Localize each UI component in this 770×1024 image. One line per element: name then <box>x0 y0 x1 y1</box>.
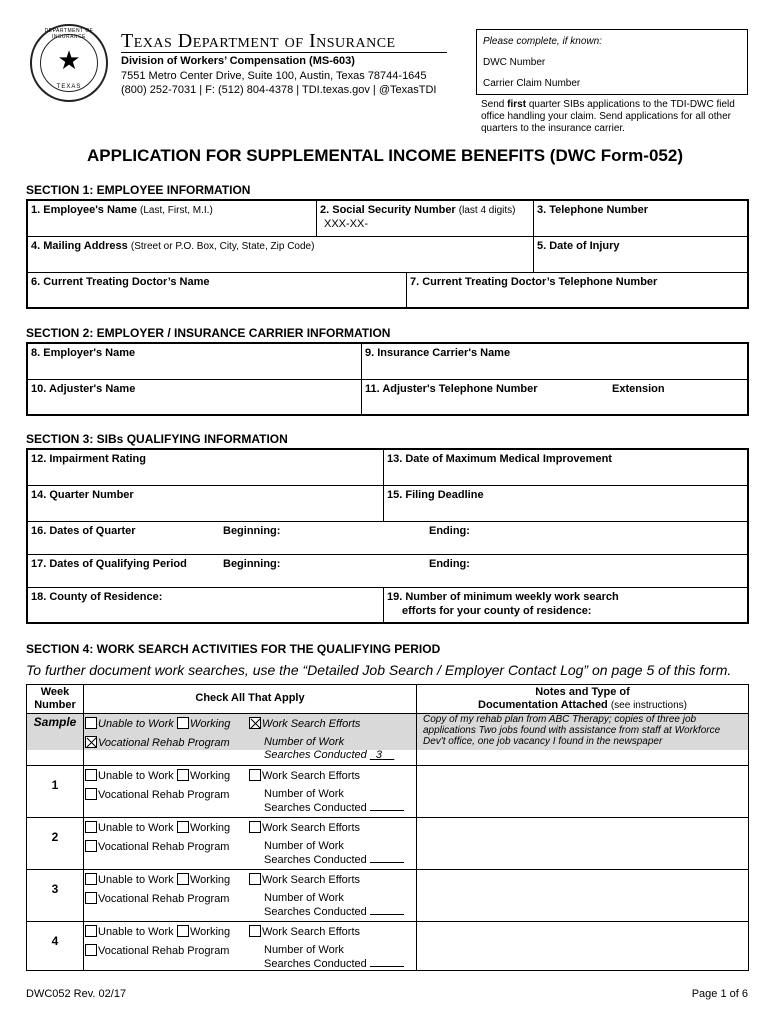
sample-unable-option <box>85 717 174 730</box>
quarter-beginning-field[interactable]: Beginning: <box>223 525 281 537</box>
employer-name-field[interactable]: 8. Employer's Name <box>31 347 136 359</box>
checked-box-icon <box>249 717 261 729</box>
checkbox-icon <box>85 821 97 833</box>
sample-searches: Searches Conducted <box>264 749 367 761</box>
searches-label: Searches Conducted <box>264 906 367 918</box>
agency-name: Texas Department of Insurance <box>121 30 396 52</box>
num-work-label: Number of Work <box>264 944 344 956</box>
work-search-checkbox[interactable] <box>249 769 360 782</box>
searches-count-field[interactable] <box>264 788 404 815</box>
impairment-rating-field[interactable]: 12. Impairment Rating <box>31 453 146 465</box>
searches-count-field[interactable] <box>264 944 404 971</box>
known-info-box <box>476 29 748 95</box>
tdi-seal <box>30 24 108 102</box>
checkbox-icon <box>177 717 189 729</box>
section2-grid <box>26 342 749 416</box>
f2-label: 2. Social Security Number <box>320 204 456 216</box>
quarter-ending-field[interactable]: Ending: <box>429 525 470 537</box>
unable-to-work-checkbox[interactable] <box>85 769 174 782</box>
send-note-post: quarter SIBs applications to the TDI-DWC field office handling your claim. Send applications for all other quarters to the insurance carrier. <box>481 99 735 134</box>
sample-count-block <box>264 736 394 762</box>
checkbox-icon <box>177 821 189 833</box>
dwc-number-field[interactable]: DWC Number <box>483 57 546 68</box>
col-week-2: Number <box>34 699 76 711</box>
checkbox-icon <box>249 873 261 885</box>
voc-label: Vocational Rehab Program <box>98 945 230 957</box>
doctor-name-field[interactable]: 6. Current Treating Doctor’s Name <box>31 276 210 288</box>
qualifying-period-label: 17. Dates of Qualifying Period <box>31 558 187 570</box>
searches-label: Searches Conducted <box>264 958 367 970</box>
telephone-field[interactable]: 3. Telephone Number <box>537 204 649 216</box>
adjuster-phone-field[interactable]: 11. Adjuster's Telephone Number <box>365 383 538 395</box>
mailing-address-field[interactable] <box>28 238 317 254</box>
checkbox-icon <box>85 873 97 885</box>
working-label: Working <box>190 770 231 782</box>
min-weekly-searches-label-2: efforts for your county of residence: <box>402 605 592 617</box>
dates-of-quarter-label: 16. Dates of Quarter <box>31 525 136 537</box>
checkbox-icon <box>85 892 97 904</box>
f2-hint: (last 4 digits) <box>458 205 516 216</box>
voc-rehab-checkbox[interactable] <box>85 840 229 853</box>
checkbox-icon <box>85 717 97 729</box>
voc-label: Vocational Rehab Program <box>98 893 230 905</box>
voc-rehab-checkbox[interactable] <box>85 892 229 905</box>
date-of-injury-field[interactable]: 5. Date of Injury <box>537 240 620 252</box>
unable-label: Unable to Work <box>98 770 174 782</box>
f1-hint: (Last, First, M.I.) <box>140 205 213 216</box>
ssn-value: XXX-XX- <box>324 218 369 230</box>
employee-name-field[interactable] <box>28 202 216 218</box>
col-check-header: Check All That Apply <box>195 692 305 704</box>
sample-num-work: Number of Work <box>264 736 345 748</box>
form-revision: DWC052 Rev. 02/17 <box>26 988 127 1000</box>
period-beginning-field[interactable]: Beginning: <box>223 558 281 570</box>
adjuster-name-field[interactable]: 10. Adjuster's Name <box>31 383 136 395</box>
unable-to-work-checkbox[interactable] <box>85 821 174 834</box>
checkbox-icon <box>249 925 261 937</box>
checkbox-icon <box>249 821 261 833</box>
num-work-label: Number of Work <box>264 788 344 800</box>
sample-voc-option <box>85 736 230 749</box>
section1-title: SECTION 1: EMPLOYEE INFORMATION <box>26 183 251 197</box>
page-number: Page 1 of 6 <box>691 988 748 1000</box>
working-checkbox[interactable] <box>177 821 230 834</box>
work-search-table <box>26 684 749 971</box>
wse-label: Work Search Efforts <box>262 770 361 782</box>
filing-deadline-field[interactable]: 15. Filing Deadline <box>387 489 484 501</box>
checkbox-icon <box>85 925 97 937</box>
checkbox-icon <box>177 925 189 937</box>
working-checkbox[interactable] <box>177 769 230 782</box>
work-search-checkbox[interactable] <box>249 925 360 938</box>
unable-to-work-checkbox[interactable] <box>85 873 174 886</box>
sample-label: Sample <box>33 715 77 729</box>
county-field[interactable]: 18. County of Residence: <box>31 591 163 603</box>
star-icon: ★ <box>57 46 81 76</box>
extension-field[interactable]: Extension <box>612 383 665 395</box>
checkbox-icon <box>249 769 261 781</box>
searches-label: Searches Conducted <box>264 802 367 814</box>
f4-label: 4. Mailing Address <box>31 240 128 252</box>
num-work-label: Number of Work <box>264 840 344 852</box>
checkbox-icon <box>85 788 97 800</box>
section2-title: SECTION 2: EMPLOYER / INSURANCE CARRIER INFORMATION <box>26 326 391 340</box>
section3-grid <box>26 448 749 624</box>
col-week-header <box>27 686 83 712</box>
carrier-claim-field[interactable]: Carrier Claim Number <box>483 78 581 89</box>
doctor-phone-field[interactable]: 7. Current Treating Doctor’s Telephone Number <box>410 276 658 288</box>
voc-rehab-checkbox[interactable] <box>85 944 229 957</box>
form-title: APPLICATION FOR SUPPLEMENTAL INCOME BENEFITS (DWC Form-052) <box>87 146 683 165</box>
seal-bottom-text: TEXAS <box>56 84 82 90</box>
sample-count-value: 3 <box>375 749 383 761</box>
send-note <box>481 99 751 135</box>
working-label: Working <box>190 926 231 938</box>
sample-working-option <box>177 717 230 730</box>
voc-label: Vocational Rehab Program <box>98 841 230 853</box>
division-name: Division of Workers’ Compensation (MS-603) <box>121 55 355 67</box>
col-notes-1: Notes and Type of <box>535 686 630 698</box>
checked-box-icon <box>85 736 97 748</box>
checkbox-icon <box>177 769 189 781</box>
wse-label: Work Search Efforts <box>262 822 361 834</box>
section1-grid <box>26 199 749 309</box>
min-weekly-searches-field[interactable]: 19. Number of minimum weekly work search <box>387 591 619 603</box>
seal-top-text: DEPARTMENT OF INSURANCE <box>44 28 94 40</box>
unable-label: Unable to Work <box>98 874 174 886</box>
known-box-title: Please complete, if known: <box>483 36 602 47</box>
send-note-bold: first <box>507 99 527 110</box>
unable-to-work-checkbox[interactable] <box>85 925 174 938</box>
working-checkbox[interactable] <box>177 873 230 886</box>
work-search-checkbox[interactable] <box>249 821 360 834</box>
f4-hint: (Street or P.O. Box, City, State, Zip Code) <box>130 241 315 252</box>
week-number: 3 <box>51 882 59 896</box>
col-notes-header <box>417 686 748 712</box>
searches-label: Searches Conducted <box>264 854 367 866</box>
checkbox-icon <box>85 840 97 852</box>
sample-wse-label: Work Search Efforts <box>262 718 361 730</box>
section4-title: SECTION 4: WORK SEARCH ACTIVITIES FOR THE QUALIFYING PERIOD <box>26 642 441 656</box>
checkbox-icon <box>85 769 97 781</box>
col-week-1: Week <box>40 686 70 698</box>
working-label: Working <box>190 822 231 834</box>
section3-title: SECTION 3: SIBs QUALIFYING INFORMATION <box>26 432 288 446</box>
agency-address: 7551 Metro Center Drive, Suite 100, Austin, Texas 78744-1645 <box>121 70 427 82</box>
send-note-pre: Send <box>481 99 508 110</box>
searches-count-field[interactable] <box>264 840 404 867</box>
agency-contact: (800) 252-7031 | F: (512) 804-4378 | TDI.texas.gov | @TexasTDI <box>121 84 437 96</box>
carrier-name-field[interactable]: 9. Insurance Carrier's Name <box>365 347 511 359</box>
col-notes-2: Documentation Attached <box>478 699 608 711</box>
unable-label: Unable to Work <box>98 822 174 834</box>
checkbox-icon <box>177 873 189 885</box>
working-checkbox[interactable] <box>177 925 230 938</box>
checkbox-icon <box>85 944 97 956</box>
week-number: 2 <box>51 830 59 844</box>
sample-unable-label: Unable to Work <box>98 718 174 730</box>
searches-count-field[interactable] <box>264 892 404 919</box>
unable-label: Unable to Work <box>98 926 174 938</box>
f1-label: 1. Employee's Name <box>31 204 137 216</box>
voc-rehab-checkbox[interactable] <box>85 788 229 801</box>
sample-wse-option <box>249 717 360 730</box>
col-notes-hint: (see instructions) <box>610 700 687 711</box>
period-ending-field[interactable]: Ending: <box>429 558 470 570</box>
week-number: 4 <box>51 934 59 948</box>
working-label: Working <box>190 874 231 886</box>
sample-voc-label: Vocational Rehab Program <box>98 737 230 749</box>
quarter-number-field[interactable]: 14. Quarter Number <box>31 489 134 501</box>
sample-notes: Copy of my rehab plan from ABC Therapy; copies of three job applications Two jobs found with assistance from staff at Workforce Dev't office, one job vacancy I found in the newspaper <box>423 714 721 747</box>
week-number: 1 <box>51 778 59 792</box>
voc-label: Vocational Rehab Program <box>98 789 230 801</box>
num-work-label: Number of Work <box>264 892 344 904</box>
agency-rule <box>121 52 447 53</box>
sample-working-label: Working <box>190 718 231 730</box>
mmi-date-field[interactable]: 13. Date of Maximum Medical Improvement <box>387 453 612 465</box>
wse-label: Work Search Efforts <box>262 926 361 938</box>
wse-label: Work Search Efforts <box>262 874 361 886</box>
work-search-checkbox[interactable] <box>249 873 360 886</box>
section4-intro: To further document work searches, use the “Detailed Job Search / Employer Contact Log” on page 5 of this form. <box>26 662 732 678</box>
